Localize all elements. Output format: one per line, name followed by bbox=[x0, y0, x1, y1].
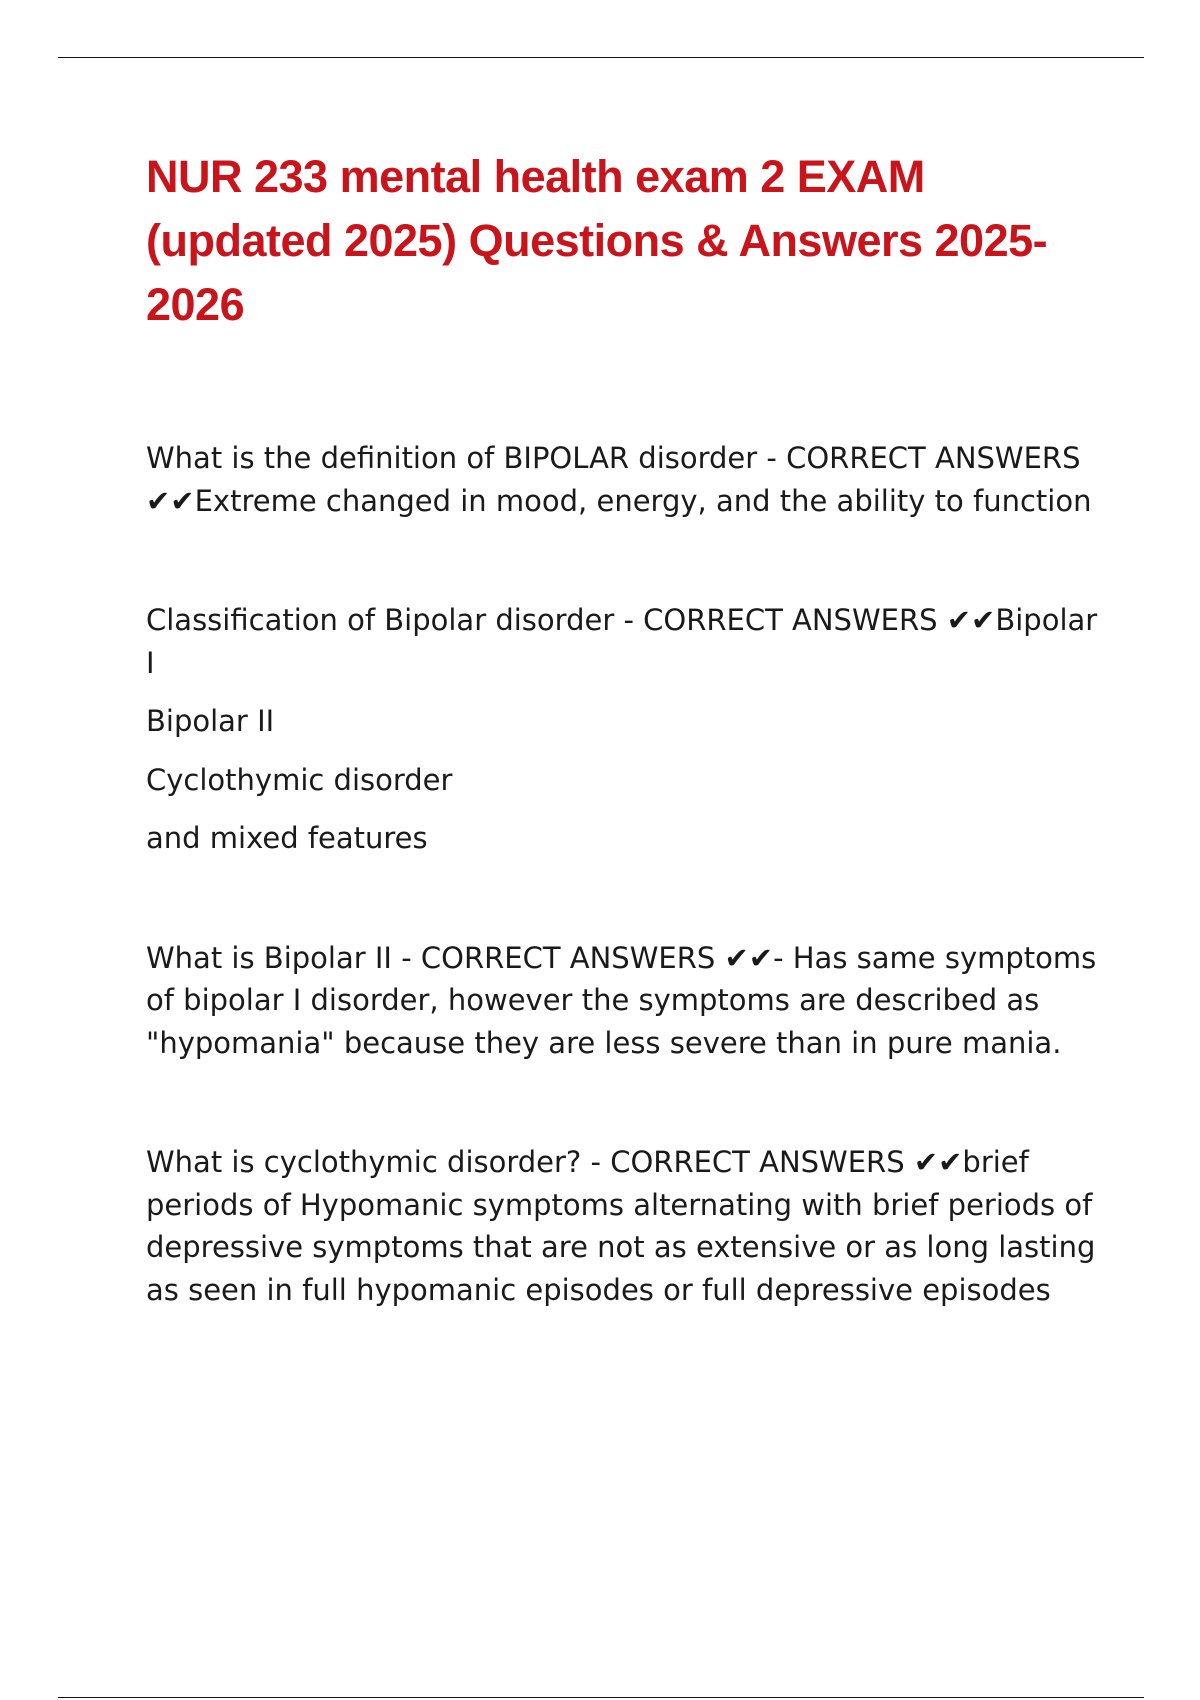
document-page bbox=[146, 145, 1106, 1311]
bottom-divider bbox=[58, 1697, 1144, 1698]
qa-text: What is Bipolar II - CORRECT ANSWERS ✔✔- Has same symptoms of bipolar I disorder, however the symptoms are described as "hypomania" because they are less severe than in pure mania. bbox=[146, 940, 1097, 1060]
qa-text: Classification of Bipolar disorder - CORRECT ANSWERS ✔✔Bipolar I bbox=[146, 603, 1098, 680]
qa-item-bipolar-ii bbox=[146, 937, 1106, 1065]
qa-extra-line: Bipolar II bbox=[146, 704, 275, 738]
qa-extra-line: Cyclothymic disorder bbox=[146, 762, 453, 797]
qa-text: What is cyclothymic disorder? - CORRECT ANSWERS ✔✔brief periods of Hypomanic symptoms alternating with brief periods of depressive symptoms that are not as extensive or as long lasting as seen in full hypomanic episodes or full depressive episodes bbox=[146, 1145, 1096, 1307]
top-divider bbox=[58, 57, 1144, 58]
document-title: NUR 233 mental health exam 2 EXAM (updated 2025) Questions & Answers 2025-2026 bbox=[146, 151, 1048, 330]
qa-item-bipolar-classification bbox=[146, 599, 1106, 860]
qa-extra-line: and mixed features bbox=[146, 821, 428, 855]
qa-text: What is the definition of BIPOLAR disorder - CORRECT ANSWERS ✔✔Extreme changed in mood, energy, and the ability to function bbox=[146, 441, 1092, 518]
qa-item-bipolar-definition bbox=[146, 437, 1106, 522]
qa-item-cyclothymic-disorder bbox=[146, 1141, 1106, 1311]
